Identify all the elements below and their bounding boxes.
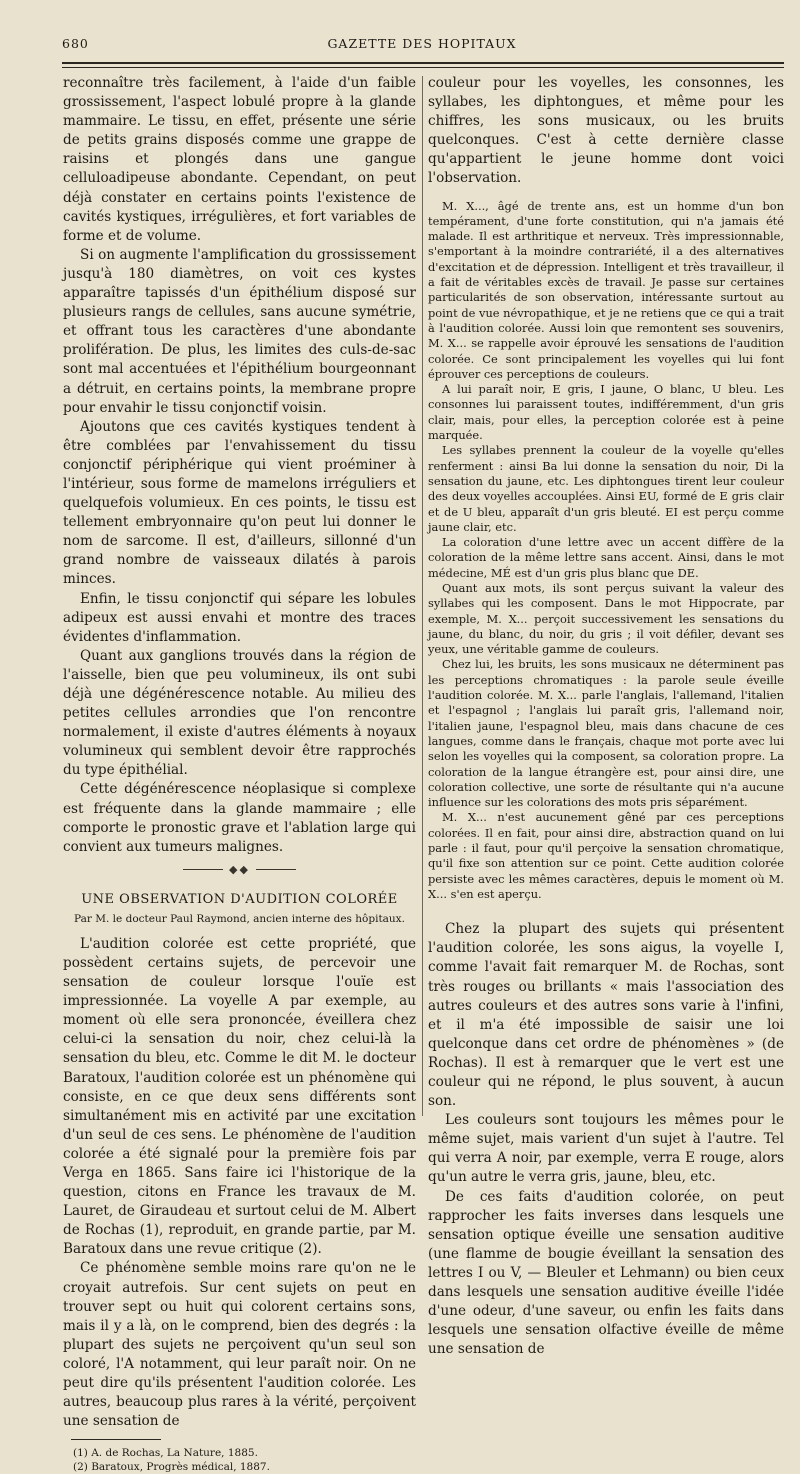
paragraph: reconnaître très facilement, à l'aide d'un faible grossissement, l'aspect lobulé propre à la glande mammaire. Le tissu, en effet, présente une série de petits grains disposés comme une grappe de raisins et plongés dans une gangue celluloadipeuse abondante. Cependant, on peut déjà constater en certains points l'existence de cavités kystiques, irrégulières, et fort variables de forme et de volume. <box>63 75 416 244</box>
footnote-rule <box>71 1439 161 1440</box>
paragraph: Ce phénomène semble moins rare qu'on ne le croyait autrefois. Sur cent sujets on peut en trouver sept ou huit qui colorent certains sons, mais il y a là, on le comprend, bien des degrés : la plupart des sujets ne perçoivent qu'un seul son coloré, l'A notamment, qui leur paraît noir. On ne peut dire qu'ils présentent l'audition colorée. Les autres, beaucoup plus rares à la vérité, perçoivent une sensation de <box>63 1260 416 1430</box>
observation-paragraph: A lui paraît noir, E gris, I jaune, O blanc, U bleu. Les consonnes lui paraissent toutes, indifféremment, d'un gris clair, mais, pour elles, la perception colorée est à peine marquée. <box>428 382 784 443</box>
observation-paragraph: M. X..., âgé de trente ans, est un homme d'un bon tempérament, d'une forte constitution, qui n'a jamais été malade. Il est arthritique et nerveux. Très impressionnable, s'emportant à la moindre contrariété, il a des alternatives d'excitation et de dépression. Intelligent et très travailleur, il a fait de véritables excès de travail. Je passe sur certaines particularités de son observation, intéressante surtout au point de vue névropathique, et je ne retiens que ce qui a trait à l'audition colorée. Aussi loin que remontent ses souvenirs, M. X... se rappelle avoir éprouvé les sensations de l'audition colorée. Ce sont principalement les voyelles qui lui font éprouver ces perceptions de couleurs. <box>428 198 784 381</box>
observation-paragraph: M. X... n'est aucunement gêné par ces perceptions colorées. Il en fait, pour ainsi dire, abstraction quand on lui parle : il faut, pour qu'il perçoive la sensation chromatique, qu'il fixe son attention sur ce point. Cette audition colorée persiste avec les mêmes caractères, depuis le moment où M. X... s'en est aperçu. <box>428 810 784 901</box>
paragraph: couleur pour les voyelles, les consonnes, les syllabes, les diphtongues, et même pour les chiffres, les sons musicaux, ou les bruits quelconques. C'est à cette dernière classe qu'appartient le jeune homme dont voici l'observation. <box>428 75 784 187</box>
paragraph: Cette dégénérescence néoplasique si complexe est fréquente dans la glande mammaire ; elle comporte le pronostic grave et l'ablation large qui convient aux tumeurs malignes. <box>63 781 416 855</box>
byline: Par M. le docteur Paul Raymond, ancien interne des hôpitaux. <box>74 912 405 925</box>
page-header <box>62 36 782 56</box>
paragraph: Si on augmente l'amplification du grossissement jusqu'à 180 diamètres, on voit ces kystes apparaître tapissés d'un épithélium disposé sur plusieurs rangs de cellules, sans aucune symétrie, et offrant tous les caractères d'une abondante prolifération. De plus, les limites des culs-de-sac sont mal accentuées et l'épithélium bourgeonnant a détruit, en certains points, la membrane propre pour envahir le tissu conjonctif voisin. <box>63 246 416 416</box>
column-divider <box>422 76 423 1116</box>
observation-paragraph: Quant aux mots, ils sont perçus suivant la valeur des syllabes qui les composent. Dans le mot Hippocrate, par exemple, M. X... perçoit successivement les sensations du jaune, du blanc, du noir, du gris ; il voit défiler, devant ses yeux, une véritable gamme de couleurs. <box>428 580 784 657</box>
paragraph: De ces faits d'audition colorée, on peut rapprocher les faits inverses dans lesquels une sensation optique éveille une sensation auditive (une flamme de bougie éveillant la sensation des lettres I ou V, — Bleuler et Lehmann) ou bien ceux dans lesquels une sensation auditive éveille l'idée d'une odeur, d'une saveur, ou enfin les faits dans lesquels une sensation olfactive éveille de même une sensation de <box>428 1188 784 1358</box>
paragraph: Chez la plupart des sujets qui présentent l'audition colorée, les sons aigus, la voyelle I, comme l'avait fait remarquer M. de Rochas, sont très rouges ou brillants « mais l'association des autres couleurs et des autres sons varie à l'infini, et il m'a été impossible de saisir une loi quelconque dans cet ordre de phénomènes » (de Rochas). Il est à remarquer que le vert est une couleur qui ne répond, le plus souvent, à aucun son. <box>428 921 784 1110</box>
header-rule <box>62 62 784 64</box>
paragraph: Les couleurs sont toujours les mêmes pour le même sujet, mais varient d'un sujet à l'autre. Tel qui verra A noir, par exemple, verra E rouge, alors qu'un autre le verra gris, jaune, bleu, etc. <box>428 1112 784 1186</box>
footnote: (1) A. de Rochas, La Nature, 1885. <box>73 1447 258 1460</box>
paragraph: L'audition colorée est cette propriété, que possèdent certains sujets, de percevoir une sensation de couleur lorsque l'ouïe est impressionnée. La voyelle A par exemple, au moment où elle sera prononcée, éveillera chez celui-ci la sensation du noir, chez celui-là la sensation du bleu, etc. Comme le dit M. le docteur Baratoux, l'audition colorée est un phénomène qui consiste, en ce que deux sens différents sont simultanément mis en activité par une excitation d'un seul de ces sens. Le phénomène de l'audition colorée a été signalé pour la première fois par Verga en 1865. Sans faire ici l'historique de la question, citons en France les travaux de M. Lauret, de Giraudeau et surtout celui de M. Albert de Rochas (1), reproduit, en grande partie, par M. Baratoux dans une revue critique (2). <box>63 935 416 1258</box>
observation-paragraph: La coloration d'une lettre avec un accent diffère de la coloration de la même lettre sans accent. Ainsi, dans le mot médecine, MÉ est d'un gris plus blanc que DE. <box>428 535 784 580</box>
paragraph: Quant aux ganglions trouvés dans la région de l'aisselle, bien que peu volumineux, ils ont subi déjà une dégénérescence notable. Au milieu des petites cellules arrondies que l'on rencontre normalement, il existe d'autres éléments à noyaux volumineux qui semblent devoir être rapprochés du type épithélial. <box>63 647 416 779</box>
running-title: GAZETTE DES HOPITAUX <box>327 36 517 51</box>
right-column <box>428 74 784 1359</box>
header-rule-thin <box>62 67 784 68</box>
observation-paragraph: Les syllabes prennent la couleur de la voyelle qu'elles renferment : ainsi Ba lui donne la sensation du noir, Di la sensation du jaune, etc. Les diphtongues tirent leur couleur des deux voyelles accouplées. Ainsi EU, formé de E gris clair et de U bleu, apparaît d'un gris bleuté. EI est perçu comme jaune clair, etc. <box>428 443 784 534</box>
section-ornament: ◆◆ <box>63 863 416 876</box>
footnote: (2) Baratoux, Progrès médical, 1887. <box>73 1461 270 1474</box>
paragraph: Enfin, le tissu conjonctif qui sépare les lobules adipeux est aussi envahi et montre des traces évidentes d'inflammation. <box>63 590 416 645</box>
section-title: UNE OBSERVATION D'AUDITION COLORÉE <box>81 891 398 907</box>
page-number: 680 <box>62 36 89 51</box>
observation-paragraph: Chez lui, les bruits, les sons musicaux ne déterminent pas les perceptions chromatiques : la parole seule éveille l'audition colorée. M. X... parle l'anglais, l'allemand, l'italien et l'espagnol ; l'anglais lui paraît gris, l'allemand noir, l'italien jaune, l'espagnol bleu, mais dans chacune de ces langues, comme dans le français, chaque mot porte avec lui selon les voyelles qui la composent, sa coloration propre. La coloration de la langue étrangère est, pour ainsi dire, une coloration collective, une sorte de résultante qui n'a aucune influence sur les colorations des mots pris séparément. <box>428 657 784 810</box>
paragraph: Ajoutons que ces cavités kystiques tendent à être comblées par l'envahissement du tissu conjonctif périphérique qui vient proéminer à l'intérieur, sous forme de mamelons irréguliers et quelquefois volumieux. En ces points, le tissu est tellement embryonnaire qu'on peut lui donner le nom de sarcome. Il est, d'ailleurs, sillonné d'un grand nombre de vaisseaux dilatés à parois minces. <box>63 418 416 588</box>
left-column <box>63 74 416 1474</box>
